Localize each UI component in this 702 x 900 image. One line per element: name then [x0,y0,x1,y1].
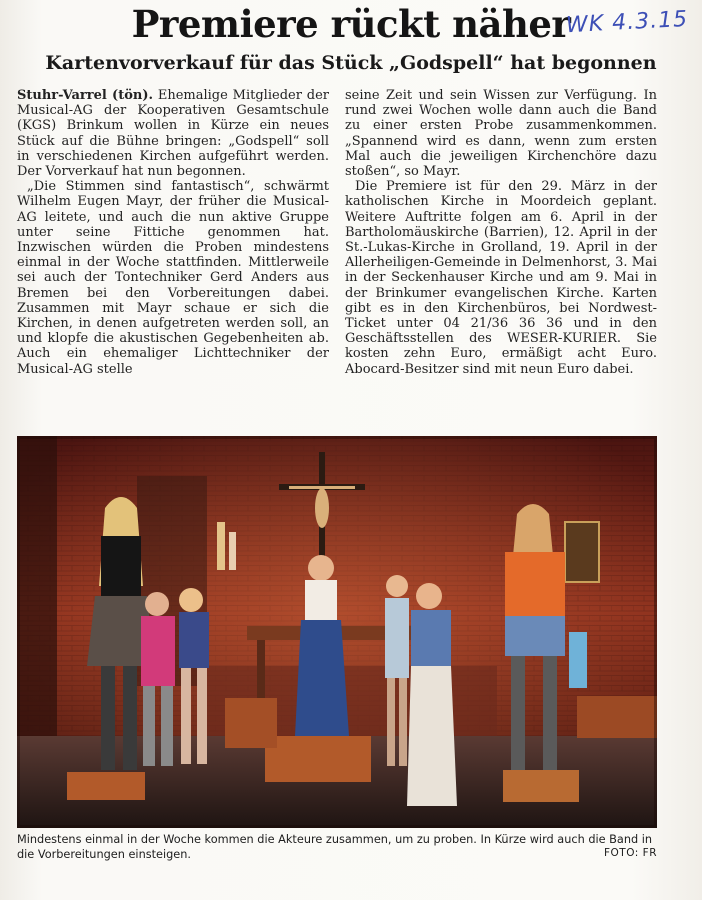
subheadline: Kartenvorverkauf für das Stück „Godspell“ hat begonnen [45,52,657,74]
handwritten-date-note: WK 4.3.15 [565,6,689,39]
article-paragraph-1: Stuhr-Varrel (tön). Ehemalige Mitglieder der Musical-AG der Kooperativen Gesamtschule (KGS) Brinkum wollen in Kürze ein neues Stück auf die Bühne bringen: „Godspell“ soll in verschiedenen Kirchen aufgeführt werden. Der Vorverkauf hat nun begonnen. [17,88,329,180]
dateline: Stuhr-Varrel (tön). [17,88,154,103]
rehearsal-photo [17,436,657,828]
rehearsal-photo-illustration [17,436,657,828]
article-paragraph-2-cont: seine Zeit und sein Wissen zur Verfügung. In rund zwei Wochen wolle dann auch die Band zu einer ersten Probe zusammenkommen. „Spannend wird es dann, wenn zum ersten Mal auch die jeweiligen Kirchenchöre dazu stoßen“, so Mayr. [345,88,657,180]
photo-caption: Mindestens einmal in der Woche kommen die Akteure zusammen, um zu proben. In Kürze wird auch die Band in die Vorbereitungen einsteigen. [17,833,653,861]
photo-credit: FOTO: FR [604,847,658,859]
article-paragraph-2: „Die Stimmen sind fantastisch“, schwärmt Wilhelm Eugen Mayr, der früher die Musical-AG leitete, und auch die nun aktive Gruppe unter seine Fittiche genommen hat. Inzwischen würden die Proben mindestens einmal in der Woche stattfinden. Mittlerweile sei auch der Tontechniker Gerd Anders aus Bremen bei den Vorbereitungen dabei. Zusammen mit Mayr schaue er sich die Kirchen, in denen aufgetreten werden soll, an und klopfe die akustischen Gegebenheiten ab. Auch ein ehemaliger Lichttechniker der Musical-AG stelle [17,179,329,377]
headline: Premiere rückt näher [131,2,571,46]
article-column-right [345,88,657,377]
article-column-left [17,88,329,377]
article-paragraph-3: Die Premiere ist für den 29. März in der katholischen Kirche in Moordeich geplant. Weitere Auftritte folgen am 6. April in der Bartholomäuskirche (Barrien), 12. April in der St.-Lukas-Kirche in Grolland, 19. April in der Allerheiligen-Gemeinde in Delmenhorst, 3. Mai in der Seckenhauser Kirche und am 9. Mai in der Brinkumer evangelischen Kirche. Karten gibt es in den Kirchenbüros, bei Nordwest-Ticket unter 04 21/36 36 36 und in den Geschäftsstellen des WESER-KURIER. Sie kosten zehn Euro, ermäßigt acht Euro. Abocard-Besitzer sind mit neun Euro dabei. [345,179,657,377]
